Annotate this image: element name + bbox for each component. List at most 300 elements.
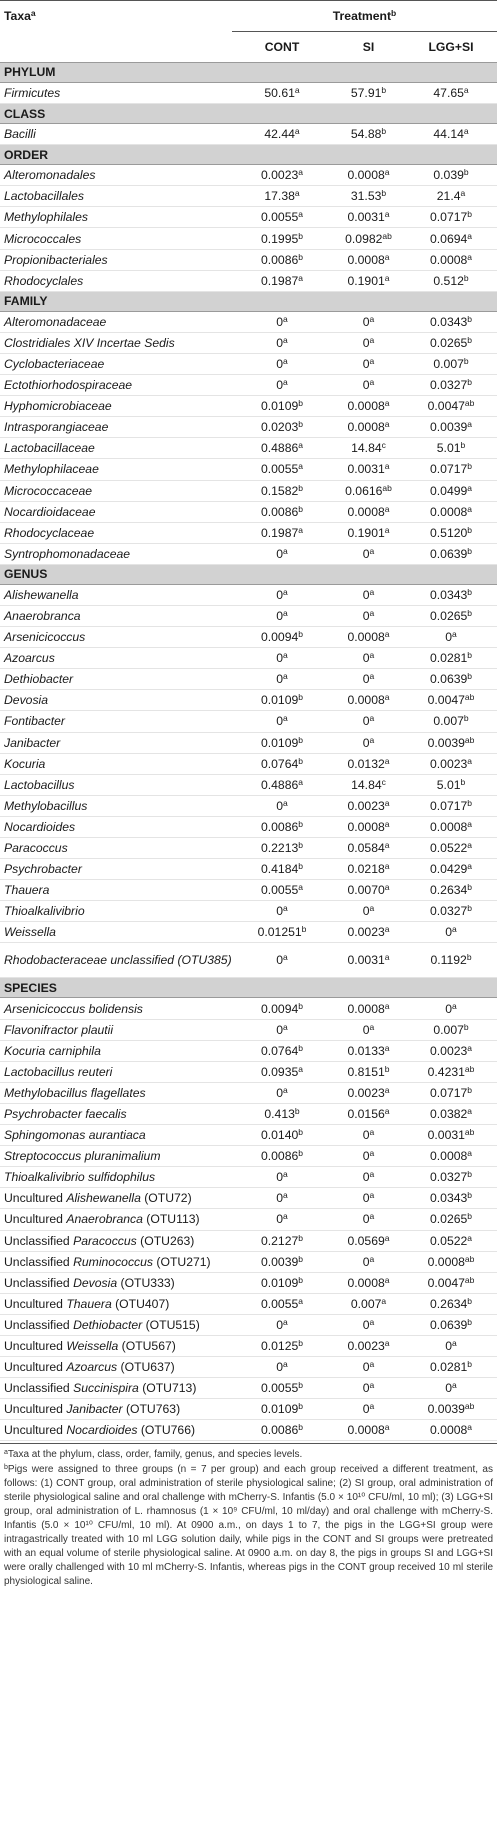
si-value-cell	[332, 901, 405, 922]
taxon-name-cell	[0, 838, 232, 859]
lgg-si-value-cell	[405, 1378, 497, 1399]
taxon-name-part: Methylobacillus	[4, 798, 88, 813]
abundance-value: 42.44	[264, 127, 295, 142]
abundance-value: 14.84	[351, 441, 382, 456]
taxon-name-part: (OTU763)	[122, 1402, 181, 1417]
lgg-si-value-cell	[405, 207, 497, 228]
si-value-cell	[332, 605, 405, 626]
significance-letter: b	[463, 355, 469, 366]
si-value-cell	[332, 459, 405, 480]
significance-letter: a	[283, 545, 288, 556]
lgg-si-value-cell	[405, 627, 497, 648]
taxon-name-part: Nocardioides	[66, 1423, 138, 1438]
abundance-value: 0.0717	[430, 210, 468, 225]
significance-letter: ab	[382, 482, 392, 493]
abundance-value: 0.0008	[347, 693, 385, 708]
section-label: PHYLUM	[0, 63, 497, 83]
significance-letter: a	[298, 209, 303, 220]
abundance-value: 0	[362, 1254, 370, 1269]
taxon-name-part: (OTU271)	[153, 1254, 211, 1269]
abundance-value: 0	[276, 587, 284, 602]
abundance-value: 0.4886	[260, 441, 299, 456]
lgg-si-value-cell	[405, 459, 497, 480]
taxon-name-part: Uncultured	[4, 1423, 67, 1438]
abundance-value: 0.0047	[427, 693, 465, 708]
significance-letter: a	[369, 1169, 375, 1180]
abundance-value: 0.0584	[347, 841, 385, 856]
significance-letter: b	[467, 586, 473, 597]
table-row	[0, 943, 497, 978]
si-value-cell	[332, 228, 405, 249]
lgg-si-value-cell	[405, 1061, 497, 1082]
significance-letter: a	[369, 355, 375, 366]
taxon-name-cell	[0, 1378, 232, 1399]
significance-letter: a	[467, 230, 473, 241]
abundance-value: 0.0094	[260, 1001, 299, 1016]
abundance-value: 0.0008	[427, 1254, 465, 1269]
si-value-cell	[332, 270, 405, 291]
abundance-value: 0.512	[433, 273, 464, 288]
si-value-cell	[332, 943, 405, 978]
table-row	[0, 207, 497, 228]
significance-letter: b	[467, 1359, 473, 1370]
cont-value-cell	[232, 1188, 332, 1209]
abundance-value: 0.0156	[347, 1106, 385, 1121]
cont-value-cell	[232, 584, 332, 605]
abundance-value: 0.0327	[430, 904, 468, 919]
abundance-value: 0.2634	[430, 883, 468, 898]
cont-value-cell	[232, 627, 332, 648]
cont-value-cell	[232, 417, 332, 438]
significance-letter: a	[283, 1021, 288, 1032]
significance-letter: b	[294, 1105, 300, 1116]
abundance-value: 0	[276, 335, 284, 350]
significance-letter: b	[467, 671, 473, 682]
footnote-text: Pigs were assigned to three groups (n = 7 per group) and each group received a different treatment, as follows: (1) CONT group, oral administration of sterile physiological saline; (2) SI group, oral administration of sterile physiological saline and oral challenge with mCherry-S. Infantis (5.0 × 10¹⁰ CFU/ml, 10 ml); (3) LGG+SI group, oral administration of L. rhamnosus (1 × 10⁹ CFU/ml, 10 ml/day) and oral challenge with mCherry-S. Infantis (5.0 × 10¹⁰ CFU/ml, 10 ml). At 0900 a.m., on days 1 to 7, the pigs in the LGG+SI group were intragastrically treated with 10 ml LGG solution daily, while pigs in the CONT and SI groups were pretreated with an equal volume of sterile physiological saline. At 0900 a.m. on day 8, the pigs in groups SI and LGG+SI were orally challenged with 10 ml mCherry-S. Infantis, whereas pigs in the CONT group received 10 ml sterile physiological saline.	[4, 1464, 493, 1588]
table-row	[0, 605, 497, 626]
table-row	[0, 1357, 497, 1378]
table-row	[0, 669, 497, 690]
taxon-name-part: Uncultured	[4, 1402, 67, 1417]
significance-letter: b	[467, 608, 473, 618]
si-value-cell	[332, 375, 405, 396]
abundance-value: 0.0023	[347, 1339, 385, 1353]
si-value-cell	[332, 732, 405, 753]
taxon-name-cell	[0, 501, 232, 522]
abundance-value: 0.1995	[260, 231, 299, 246]
taxon-name-cell	[0, 396, 232, 417]
taxon-name-part: Sphingomonas aurantiaca	[4, 1128, 146, 1143]
cont-value-cell	[232, 605, 332, 626]
cont-value-cell	[232, 1335, 332, 1356]
abundance-value: 0.0086	[260, 819, 299, 834]
significance-letter: b	[467, 377, 473, 388]
taxon-name-cell	[0, 228, 232, 249]
significance-letter: c	[381, 440, 386, 451]
significance-letter: b	[467, 650, 473, 661]
footnote-text: Taxa at the phylum, class, order, family, genus, and species levels.	[7, 1449, 303, 1461]
cont-value-cell	[232, 753, 332, 774]
treatment-header-label: Treatment	[332, 8, 392, 23]
taxon-name-part: Rhodocyclales	[4, 273, 84, 288]
table-row	[0, 396, 497, 417]
taxon-name-part: Arsenicicoccus	[4, 630, 86, 645]
significance-letter: ab	[464, 1127, 475, 1138]
cont-value-cell	[232, 690, 332, 711]
taxon-name-part: Psychrobacter	[4, 862, 82, 877]
significance-letter: a	[369, 1316, 375, 1327]
abundance-value: 0.0140	[260, 1128, 299, 1143]
abundance-value: 0	[362, 1149, 370, 1164]
table-row	[0, 1314, 497, 1335]
cont-value-cell	[232, 1103, 332, 1124]
taxon-name-cell	[0, 1209, 232, 1230]
taxon-name-cell	[0, 543, 232, 564]
significance-letter: a	[283, 377, 288, 388]
section-label: FAMILY	[0, 291, 497, 311]
significance-letter: b	[298, 1127, 303, 1138]
abundance-value: 0	[276, 1170, 284, 1185]
lgg-si-value-cell	[405, 690, 497, 711]
significance-letter: b	[298, 1253, 303, 1264]
lgg-si-value-cell	[405, 1335, 497, 1356]
si-value-cell	[332, 753, 405, 774]
lgg-si-value-cell	[405, 732, 497, 753]
abundance-value: 0.007	[433, 356, 464, 371]
abundance-value: 50.61	[264, 86, 295, 101]
abundance-value: 0.0109	[260, 735, 299, 750]
taxon-name-cell	[0, 270, 232, 291]
significance-letter: b	[460, 440, 466, 451]
table-row	[0, 1420, 497, 1441]
abundance-value: 0.0008	[347, 420, 385, 435]
abundance-value: 0	[276, 378, 284, 393]
table-row	[0, 584, 497, 605]
si-value-cell	[332, 880, 405, 901]
abundance-value: 0.0008	[347, 504, 385, 519]
significance-letter: a	[452, 1380, 457, 1391]
significance-letter: b	[467, 524, 473, 535]
significance-letter: b	[467, 797, 473, 808]
lgg-si-value-cell	[405, 1357, 497, 1378]
significance-letter: a	[283, 1316, 288, 1327]
taxon-name-part: Thioalkalivibrio sulfidophilus	[4, 1170, 156, 1185]
significance-letter: a	[369, 377, 375, 388]
abundance-value: 0.039	[433, 168, 464, 183]
abundance-value: 0.0639	[430, 546, 468, 561]
cont-value-cell	[232, 1230, 332, 1251]
taxon-name-cell	[0, 648, 232, 669]
lgg-si-value-cell	[405, 522, 497, 543]
si-value-cell	[332, 1293, 405, 1314]
significance-letter: a	[384, 1422, 390, 1433]
significance-letter: a	[283, 713, 288, 724]
abundance-value: 0.0039	[427, 1402, 465, 1417]
taxon-name-part: Lactobacillus reuteri	[4, 1064, 113, 1079]
significance-letter: ab	[464, 692, 475, 703]
significance-letter: a	[463, 85, 469, 96]
significance-letter: a	[298, 440, 303, 451]
significance-letter: b	[467, 882, 473, 893]
abundance-value: 0.0008	[347, 168, 385, 183]
taxon-name-part: Dethiobacter	[73, 1317, 143, 1332]
abundance-value: 0	[362, 335, 370, 350]
significance-letter: a	[369, 1211, 375, 1222]
significance-letter: b	[298, 1148, 303, 1159]
abundance-value: 0.1582	[260, 483, 299, 498]
taxon-name-part: Anaerobranca	[66, 1212, 143, 1227]
table-row	[0, 543, 497, 564]
table-row	[0, 249, 497, 270]
significance-letter: a	[369, 903, 375, 914]
abundance-value: 0.0218	[347, 862, 385, 877]
abundance-value: 0	[362, 546, 370, 561]
taxon-name-part: Clostridiales XIV Incertae Sedis	[4, 335, 175, 350]
significance-letter: b	[463, 167, 469, 178]
significance-letter: a	[467, 861, 473, 872]
abundance-value: 0	[362, 1191, 370, 1206]
taxon-name-part: Lactobacillales	[4, 189, 84, 204]
significance-letter: a	[283, 903, 288, 914]
taxon-name-cell	[0, 711, 232, 732]
table-footnotes	[0, 1443, 497, 1589]
taxon-name-cell	[0, 83, 232, 104]
significance-letter: ab	[464, 734, 475, 745]
si-value-cell	[332, 332, 405, 353]
abundance-value: 0.0086	[260, 504, 299, 519]
cont-value-cell	[232, 124, 332, 145]
cont-value-cell	[232, 838, 332, 859]
si-value-cell	[332, 584, 405, 605]
significance-letter: a	[294, 188, 300, 199]
taxon-name-part: Thauera	[66, 1296, 112, 1311]
cont-value-cell	[232, 1378, 332, 1399]
si-value-cell	[332, 522, 405, 543]
taxon-name-cell	[0, 584, 232, 605]
table-row	[0, 1293, 497, 1314]
abundance-value: 0.0023	[430, 756, 468, 771]
abundance-value: 0.0522	[430, 841, 468, 856]
taxon-name-part: Psychrobacter faecalis	[4, 1106, 127, 1121]
abundance-value: 21.4	[436, 189, 461, 204]
lgg-si-value-cell	[405, 816, 497, 837]
taxon-name-cell	[0, 480, 232, 501]
lgg-si-value-cell	[405, 1146, 497, 1167]
significance-letter: a	[298, 1063, 303, 1074]
significance-letter: a	[369, 734, 375, 745]
significance-letter: a	[384, 524, 390, 535]
abundance-value: 0.0047	[427, 1275, 465, 1290]
table-row	[0, 753, 497, 774]
abundance-value: 57.91	[350, 86, 382, 101]
table-row	[0, 480, 497, 501]
abundance-value: 0.0132	[347, 756, 385, 771]
lgg-si-value-cell	[405, 353, 497, 374]
abundance-value: 0	[362, 587, 370, 602]
taxon-name-cell	[0, 186, 232, 207]
taxon-name-part: Fontibacter	[4, 714, 65, 729]
taxon-name-cell	[0, 753, 232, 774]
cont-value-cell	[232, 880, 332, 901]
abundance-value: 0	[276, 672, 284, 687]
abundance-value: 0.0717	[430, 462, 468, 477]
abundance-value: 0	[362, 1212, 370, 1227]
taxon-name-cell	[0, 1272, 232, 1293]
cont-value-cell	[232, 1040, 332, 1061]
abundance-value: 0.0265	[430, 1212, 468, 1227]
si-value-cell	[332, 353, 405, 374]
taxon-name-part: Unclassified	[4, 1254, 74, 1269]
si-value-cell	[332, 1251, 405, 1272]
abundance-value: 0	[276, 356, 284, 371]
cont-value-cell	[232, 943, 332, 978]
table-row	[0, 880, 497, 901]
abundance-value: 0	[276, 1022, 284, 1037]
significance-letter: b	[463, 1021, 469, 1032]
abundance-value: 0.0281	[430, 651, 468, 666]
section-header-row	[0, 63, 497, 83]
cont-value-cell	[232, 732, 332, 753]
section-label: CLASS	[0, 104, 497, 124]
significance-letter: a	[369, 1359, 375, 1370]
abundance-value: 0	[362, 1128, 370, 1143]
abundance-value: 0.4184	[260, 862, 299, 877]
abundance-value: 0.0031	[347, 462, 385, 477]
abundance-value: 0.1901	[347, 273, 385, 288]
abundance-value: 0.0031	[347, 953, 385, 968]
taxon-name-part: Nocardioidaceae	[4, 504, 96, 519]
cont-value-cell	[232, 1061, 332, 1082]
taxon-name-part: Paracoccus	[4, 841, 68, 856]
taxon-name-cell	[0, 124, 232, 145]
abundance-value: 0.0008	[347, 819, 385, 834]
table-row	[0, 375, 497, 396]
abundance-value: 0.0008	[430, 1423, 468, 1438]
lgg-si-value-cell	[405, 375, 497, 396]
taxon-name-cell	[0, 1314, 232, 1335]
taxon-name-part: (OTU713)	[138, 1381, 197, 1396]
abundance-value: 0	[276, 904, 284, 919]
significance-letter: b	[467, 1190, 473, 1201]
significance-letter: b	[467, 1169, 473, 1180]
column-header-si: SI	[362, 39, 375, 54]
lgg-si-value-cell	[405, 83, 497, 104]
abundance-value: 0.0031	[427, 1128, 465, 1143]
taxon-name-part: (OTU515)	[142, 1317, 200, 1332]
lgg-si-value-cell	[405, 922, 497, 943]
abundance-value: 0.1901	[347, 525, 385, 540]
table-row	[0, 1125, 497, 1146]
lgg-si-value-cell	[405, 438, 497, 459]
taxon-name-cell	[0, 165, 232, 186]
abundance-value: 0.007	[433, 714, 464, 729]
taxon-name-cell	[0, 605, 232, 626]
significance-letter: b	[467, 313, 473, 324]
lgg-si-value-cell	[405, 1293, 497, 1314]
cont-value-cell	[232, 353, 332, 374]
taxon-name-cell	[0, 732, 232, 753]
significance-letter: a	[384, 797, 390, 808]
cont-value-cell	[232, 207, 332, 228]
table-row	[0, 1251, 497, 1272]
abundance-value: 0.0094	[260, 630, 299, 645]
si-value-cell	[332, 1146, 405, 1167]
significance-letter: b	[384, 1063, 390, 1074]
abundance-value: 54.88	[350, 127, 382, 142]
significance-letter: a	[369, 586, 375, 597]
abundance-value: 0.0764	[260, 1043, 299, 1058]
lgg-si-value-cell	[405, 998, 497, 1019]
table-row	[0, 270, 497, 291]
taxon-name-part: Kocuria	[4, 756, 46, 771]
abundance-value: 0	[362, 735, 370, 750]
abundance-value: 0	[362, 714, 370, 729]
lgg-si-value-cell	[405, 1125, 497, 1146]
abundance-value: 0	[276, 1360, 284, 1375]
table-row	[0, 311, 497, 332]
taxon-name-cell	[0, 795, 232, 816]
si-value-cell	[332, 795, 405, 816]
abundance-value: 0.0429	[430, 862, 468, 877]
abundance-value: 0.4231	[427, 1064, 465, 1079]
taxon-name-part: Anaerobranca	[4, 609, 81, 623]
abundance-value: 0	[276, 1085, 284, 1100]
significance-letter: b	[467, 461, 473, 472]
significance-letter: b	[298, 230, 303, 241]
significance-letter: a	[294, 85, 300, 96]
cont-value-cell	[232, 1082, 332, 1103]
section-header-row	[0, 564, 497, 584]
abundance-value: 0.4886	[260, 777, 299, 792]
significance-letter: a	[384, 167, 390, 178]
cont-value-cell	[232, 901, 332, 922]
significance-letter: a	[467, 482, 473, 493]
abundance-value: 0.0265	[430, 335, 468, 350]
significance-letter: a	[467, 1105, 473, 1116]
cont-value-cell	[232, 922, 332, 943]
cont-value-cell	[232, 165, 332, 186]
si-value-cell	[332, 816, 405, 837]
cont-value-cell	[232, 711, 332, 732]
cont-value-cell	[232, 1314, 332, 1335]
lgg-si-value-cell	[405, 417, 497, 438]
taxa-column-header	[0, 1, 232, 63]
taxon-name-cell	[0, 880, 232, 901]
significance-letter: a	[369, 1380, 375, 1391]
taxon-name-part: (OTU113)	[142, 1212, 200, 1227]
lgg-si-value-cell	[405, 249, 497, 270]
abundance-value: 0	[362, 1381, 370, 1396]
significance-letter: b	[467, 1295, 473, 1306]
lgg-si-value-cell	[405, 901, 497, 922]
section-label: GENUS	[0, 564, 497, 584]
significance-letter: a	[283, 1084, 288, 1095]
table-row	[0, 901, 497, 922]
taxon-name-part: Dethiobacter	[4, 672, 74, 687]
significance-letter: b	[467, 903, 473, 914]
significance-letter: a	[369, 313, 375, 324]
lgg-si-value-cell	[405, 228, 497, 249]
significance-letter: b	[298, 1274, 303, 1285]
abundance-value: 0	[362, 1022, 370, 1037]
significance-letter: a	[467, 1148, 473, 1159]
cont-value-cell	[232, 375, 332, 396]
abundance-value: 0.1987	[260, 525, 299, 540]
abundance-value: 0	[276, 546, 284, 561]
lgg-si-value-cell	[405, 480, 497, 501]
cont-value-cell	[232, 1019, 332, 1040]
significance-letter: a	[460, 188, 466, 199]
